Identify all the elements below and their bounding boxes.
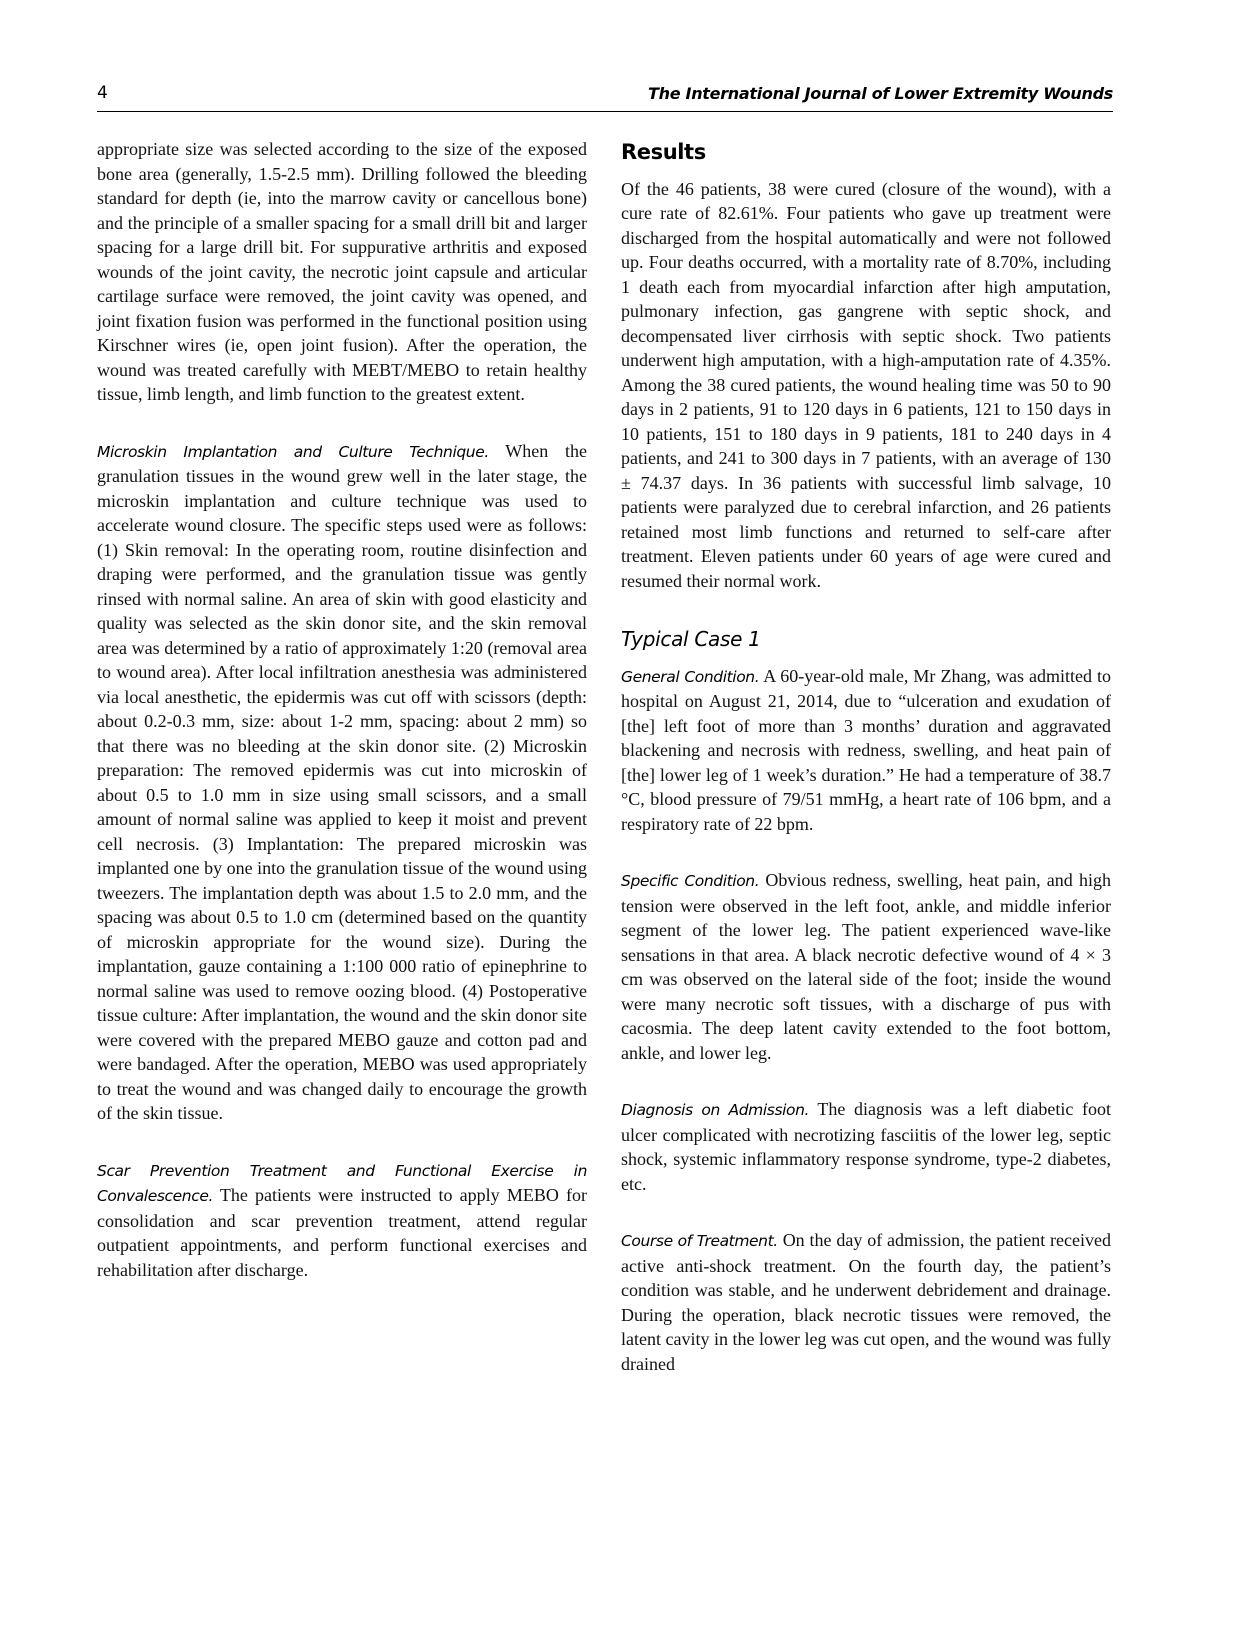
running-header bbox=[97, 81, 1113, 112]
scar-prevention-paragraph bbox=[97, 1158, 587, 1283]
diagnosis-heading: Diagnosis on Admission. bbox=[621, 1101, 810, 1119]
microskin-paragraph bbox=[97, 439, 587, 1126]
page-number: 4 bbox=[97, 83, 108, 103]
general-condition-heading: General Condition. bbox=[621, 667, 760, 686]
scar-prevention-text: The patients were instructed to apply MEBO for consolidation and scar prevention treatment, attend regular outpatient appointments, and perform functional exercises and rehabilitation after discharge. bbox=[97, 1185, 587, 1280]
course-of-treatment-paragraph bbox=[621, 1228, 1111, 1376]
course-of-treatment-text: On the day of admission, the patient received active anti-shock treatment. On the fourth day, the patient’s condition was stable, and he underwent debridement and drainage. During the operation, black necrotic tissues were removed, the latent cavity in the lower leg was cut open, and the wound was fully drained bbox=[621, 1230, 1112, 1374]
general-condition-text: A 60-year-old male, Mr Zhang, was admitted to hospital on August 21, 2014, due to “ulceration and exudation of [the] left foot of more than 3 months’ duration and aggravated blackening and necrosis with redness, swelling, and heat pain of [the] lower leg of 1 week’s duration.” He had a temperature of 38.7 °C, blood pressure of 79/51 mmHg, a heart rate of 106 bpm, and a respiratory rate of 22 bpm. bbox=[621, 665, 1111, 834]
diagnosis-paragraph bbox=[621, 1097, 1111, 1196]
general-condition-paragraph bbox=[621, 664, 1111, 837]
results-paragraph: Of the 46 patients, 38 were cured (closure of the wound), with a cure rate of 82.61%. Four patients who gave up treatment were discharged from the hospital automatically and were not followed up. Four deaths occurred, with a mortality rate of 8.70%, including 1 death each from myocardial infarction after high amputation, pulmonary infection, gas gangrene with septic shock, and decompensated liver cirrhosis with septic shock. Two patients underwent high amputation, with a high-amputation rate of 4.35%. Among the 38 cured patients, the wound healing time was 50 to 90 days in 2 patients, 91 to 120 days in 6 patients, 121 to 150 days in 10 patients, 151 to 180 days in 9 patients, 181 to 240 days in 4 patients, and 241 to 300 days in 7 patients, with an average of 130 ± 74.37 days. In 36 patients with successful limb salvage, 10 patients were paralyzed due to cerebral infarction, and 26 patients retained most limb functions and returned to self-care after treatment. Eleven patients under 60 years of age were cured and resumed their normal work. bbox=[621, 178, 1111, 591]
results-section-title: Results bbox=[621, 140, 706, 164]
typical-case-title: Typical Case 1 bbox=[621, 627, 761, 651]
right-column bbox=[621, 137, 1111, 1376]
specific-condition-text: Obvious redness, swelling, heat pain, and high tension were observed in the left foot, ankle, and middle inferior segment of the lower leg. The patient experienced wave-like sensations in that area. A black necrotic defective wound of 4 × 3 cm was observed on the lateral side of the foot; inside the wound were many necrotic soft tissues, with a discharge of pus with cacosmia. The deep latent cavity extended to the foot bottom, ankle, and lower leg. bbox=[621, 870, 1111, 1063]
journal-title: The International Journal of Lower Extremity Wounds bbox=[648, 84, 1113, 103]
course-of-treatment-heading: Course of Treatment. bbox=[621, 1232, 778, 1250]
microskin-text: When the granulation tissues in the wound grew well in the later stage, the microskin implantation and culture technique was used to accelerate wound closure. The specific steps used were as follows: (1) Skin removal: In the operating room, routine disinfection and draping were performed, and the granulation tissue was gently rinsed with normal saline. An area of skin with good elasticity and quality was selected as the skin donor site, and the skin removal area was determined by a ratio of approximately 1:20 (removal area to wound area). After local infiltration anesthesia was administered via local anesthetic, the epidermis was cut off with scissors (depth: about 0.2-0.3 mm, size: about 1-2 mm, spacing: about 2 mm) so that there was no bleeding at the skin donor site. (2) Microskin preparation: The removed epidermis was cut into microskin of about 0.5 to 1.0 mm in size using small scissors, and a small amount of normal saline was applied to keep it moist and prevent cell necrosis. (3) Implantation: The prepared microskin was implanted one by one into the granulation tissue of the wound using tweezers. The implantation depth was about 1.5 to 2.0 mm, and the spacing was about 0.5 to 1.0 cm (determined based on the quantity of microskin appropriate for the wound size). During the implantation, gauze containing a 1:100 000 ratio of epinephrine to normal saline was used to remove oozing blood. (4) Postoperative tissue culture: After implantation, the wound and the skin donor site were covered with the prepared MEBO gauze and cotton pad and were bandaged. After the operation, MEBO was used appropriately to treat the wound and was changed daily to encourage the growth of the skin tissue. bbox=[97, 440, 587, 1123]
methods-continuation-paragraph: appropriate size was selected according to the size of the exposed bone area (generally, 1.5-2.5 mm). Drilling followed the bleeding standard for depth (ie, into the marrow cavity or cancellous bone) and the principle of a smaller spacing for a small drill bit and larger spacing for a large drill bit. For suppurative arthritis and exposed wounds of the joint cavity, the necrotic joint capsule and articular cartilage surface were removed, the joint cavity was opened, and joint fixation fusion was performed in the functional position using Kirschner wires (ie, open joint fusion). After the operation, the wound was treated carefully with MEBT/MEBO to retain healthy tissue, limb length, and limb function to the greatest extent. bbox=[97, 139, 587, 404]
specific-condition-heading: Specific Condition. bbox=[621, 872, 760, 890]
specific-condition-paragraph bbox=[621, 868, 1111, 1065]
microskin-heading: Microskin Implantation and Culture Technique. bbox=[97, 442, 489, 461]
left-column bbox=[97, 137, 587, 1282]
scar-prevention-heading: Scar Prevention Treatment and Functional Exercise in Convalescence. bbox=[97, 1161, 587, 1205]
diagnosis-text: The diagnosis was a left diabetic foot ulcer complicated with necrotizing fasciitis of the lower leg, septic shock, systemic inflammatory response syndrome, type-2 diabetes, etc. bbox=[621, 1099, 1111, 1194]
